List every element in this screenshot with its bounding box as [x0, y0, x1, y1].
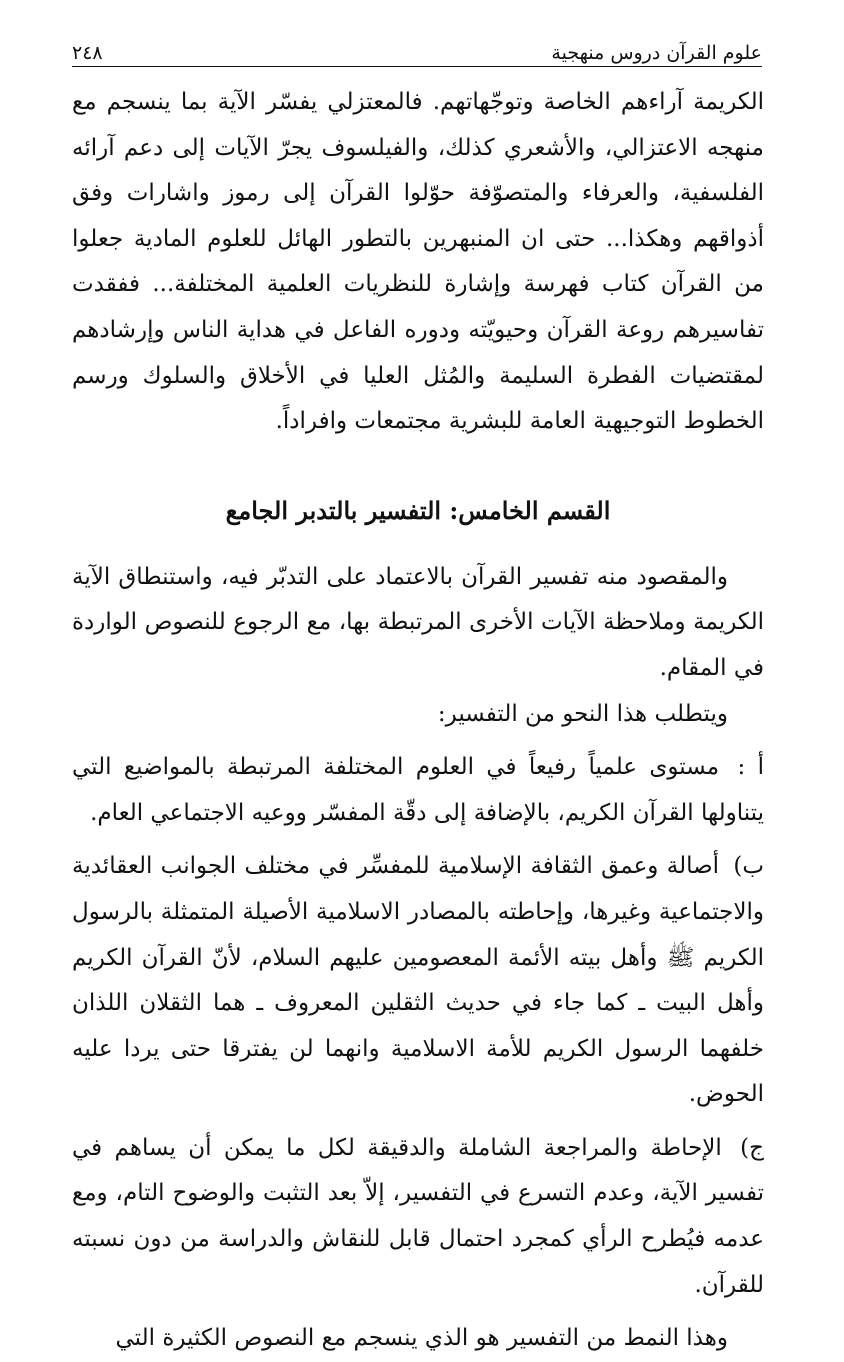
header-divider: [72, 66, 762, 67]
closing-paragraph: وهذا النمط من التفسير هو الذي ينسجم مع النصوص الكثيرة التي: [115, 1325, 728, 1352]
list-item-ba: [72, 844, 764, 1118]
page-number: ٢٤٨: [72, 42, 103, 64]
list-item-text: مستوى علمياً رفيعاً في العلوم المختلفة المرتبطة بالمواضيع التي يتناولها القرآن الكريم، بالإضافة إلى دقّة المفسّر ووعيه الاجتماعي العام.: [72, 754, 764, 826]
page-body: [72, 80, 764, 1362]
list-item-text: الإحاطة والمراجعة الشاملة والدقيقة لكل ما يمكن أن يساهم في تفسير الآية، وعدم التسرع في التفسير، إلاّ بعد التثبت والوضوح التام، ومع عدمه فيُطرح الرأي كمجرد احتمال قابل للنقاش والدراسة من دون نسبته للقرآن.: [72, 1134, 764, 1298]
intro-paragraph: الكريمة آراءهم الخاصة وتوجّهاتهم. فالمعتزلي يفسّر الآية بما ينسجم مع منهجه الاعتزالي، والأشعري كذلك، والفيلسوف يجرّ الآيات إلى دعم آرائه الفلسفية، والعرفاء والمتصوّفة حوّلوا القرآن إلى رموز واشارات وفق أذواقهم وهكذا... حتى ان المنبهرين بالتطور الهائل للعلوم المادية جعلوا من القرآن كتاب فهرسة وإشارة للنظريات العلمية المختلفة... ففقدت تفاسيرهم روعة القرآن وحيويّته ودوره الفاعل في هداية الناس وإرشادهم لمقتضيات الفطرة السليمة والمُثل العليا في الأخلاق والسلوك ورسم الخطوط التوجيهية العامة للبشرية مجتمعات وافراداً.: [72, 89, 764, 435]
running-header: [72, 30, 762, 64]
definition-paragraph: والمقصود منه تفسير القرآن بالاعتماد على التدبّر فيه، واستنطاق الآية الكريمة وملاحظة الآيات الأخرى المرتبطة بها، مع الرجوع للنصوص الواردة في المقام.: [72, 563, 764, 681]
list-item-text: أصالة وعمق الثقافة الإسلامية للمفسِّر في مختلف الجوانب العقائدية والاجتماعية وغيرها، وإحاطته بالمصادر الاسلامية الأصيلة المتمثلة بالرسول الكريم ﷺ وأهل بيته الأئمة المعصومين عليهم السلام، لأنّ القرآن الكريم وأهل البيت ـ كما جاء في حديث الثقلين المعروف ـ هما الثقلان اللذان خلفهما الرسول الكريم للأمة الاسلامية وانهما لن يفترقا حتى يردا عليه الحوض.: [72, 853, 764, 1108]
running-title: علوم القرآن دروس منهجية: [551, 42, 762, 64]
list-item-label: ج): [740, 1134, 764, 1161]
list-item-label: أ :: [737, 754, 765, 781]
section-title: القسم الخامس: التفسير بالتدبر الجامع: [225, 495, 611, 525]
requirements-intro: ويتطلب هذا النحو من التفسير:: [437, 700, 728, 727]
list-item-label: ب): [733, 853, 764, 880]
list-item-alef: [72, 745, 764, 836]
list-item-jim: [72, 1126, 764, 1308]
